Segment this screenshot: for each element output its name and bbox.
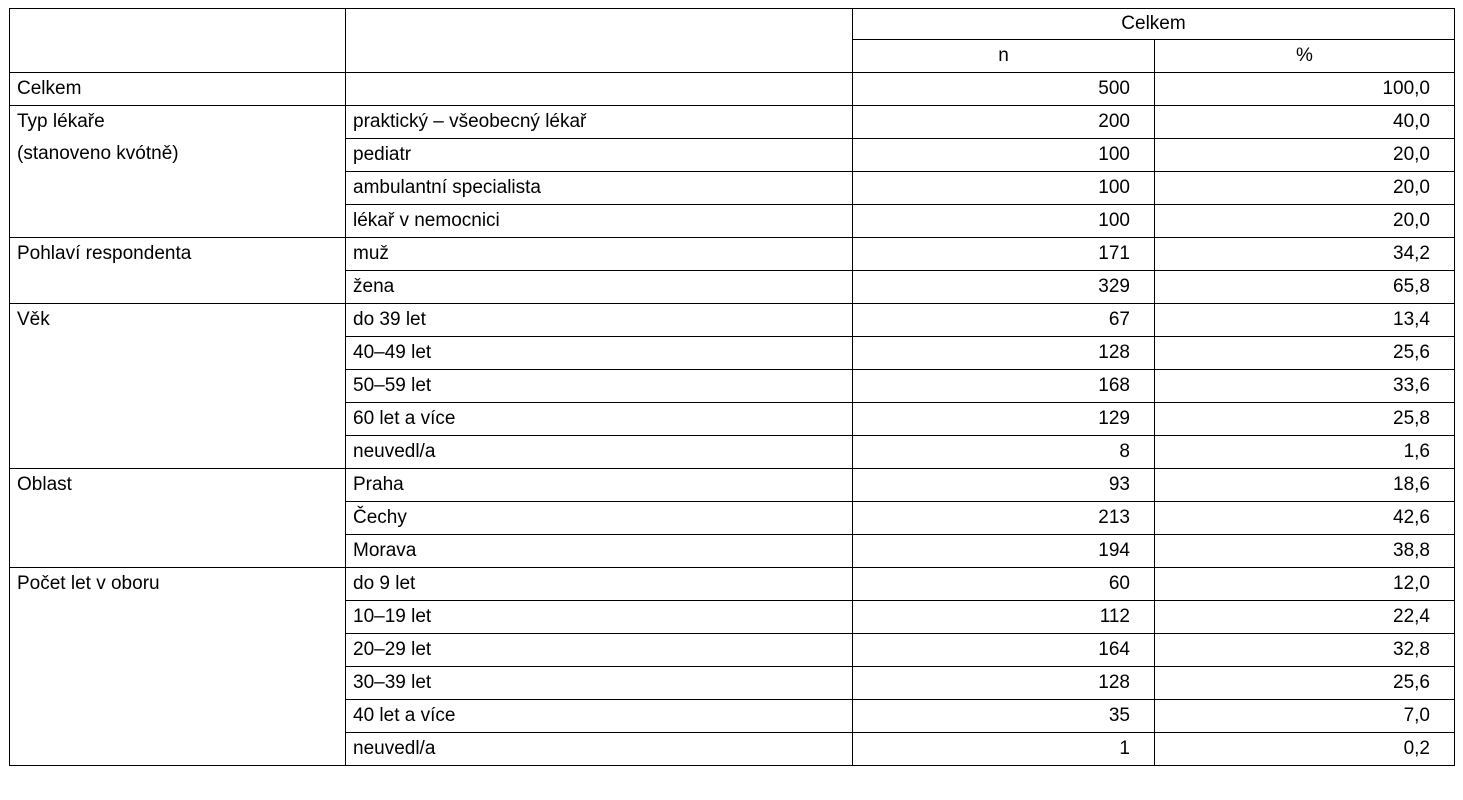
- row-n: 112: [853, 601, 1155, 634]
- total-row-label: Celkem: [10, 73, 346, 106]
- group-label: [10, 106, 346, 238]
- row-n: 194: [853, 535, 1155, 568]
- row-n: 329: [853, 271, 1155, 304]
- row-n: 100: [853, 139, 1155, 172]
- row-percent: 22,4: [1155, 601, 1455, 634]
- total-row-percent: 100,0: [1155, 73, 1455, 106]
- group-label-line: Typ lékaře: [17, 111, 105, 132]
- group-label-line: Věk: [17, 309, 50, 330]
- row-n: 93: [853, 469, 1155, 502]
- row-n: 200: [853, 106, 1155, 139]
- row-n: 128: [853, 337, 1155, 370]
- group-label-line: (stanoveno kvótně): [17, 143, 179, 164]
- table-row: [10, 304, 1455, 337]
- row-label: do 39 let: [346, 304, 853, 337]
- total-row: [10, 73, 1455, 106]
- row-n: 1: [853, 733, 1155, 766]
- row-percent: 38,8: [1155, 535, 1455, 568]
- table-row: [10, 238, 1455, 271]
- row-label: pediatr: [346, 139, 853, 172]
- row-percent: 25,8: [1155, 403, 1455, 436]
- row-n: 8: [853, 436, 1155, 469]
- row-label: Čechy: [346, 502, 853, 535]
- header-total-label: Celkem: [853, 9, 1455, 40]
- total-row-n: 500: [853, 73, 1155, 106]
- row-percent: 34,2: [1155, 238, 1455, 271]
- row-percent: 20,0: [1155, 205, 1455, 238]
- row-percent: 12,0: [1155, 568, 1455, 601]
- row-n: 129: [853, 403, 1155, 436]
- row-percent: 32,8: [1155, 634, 1455, 667]
- table-row: [10, 568, 1455, 601]
- row-percent: 42,6: [1155, 502, 1455, 535]
- row-label: muž: [346, 238, 853, 271]
- row-n: 168: [853, 370, 1155, 403]
- row-label: 50–59 let: [346, 370, 853, 403]
- row-label: lékař v nemocnici: [346, 205, 853, 238]
- row-label: 30–39 let: [346, 667, 853, 700]
- group-label: [10, 304, 346, 469]
- row-n: 60: [853, 568, 1155, 601]
- row-n: 164: [853, 634, 1155, 667]
- row-label: 40 let a více: [346, 700, 853, 733]
- row-n: 100: [853, 172, 1155, 205]
- header-n: n: [853, 40, 1155, 73]
- row-n: 35: [853, 700, 1155, 733]
- row-label: neuvedl/a: [346, 733, 853, 766]
- row-label: Morava: [346, 535, 853, 568]
- group-label-line: Počet let v oboru: [17, 573, 160, 594]
- table-row: [10, 469, 1455, 502]
- row-percent: 0,2: [1155, 733, 1455, 766]
- row-percent: 25,6: [1155, 667, 1455, 700]
- row-label: 60 let a více: [346, 403, 853, 436]
- row-label: ambulantní specialista: [346, 172, 853, 205]
- row-label: 40–49 let: [346, 337, 853, 370]
- row-label: neuvedl/a: [346, 436, 853, 469]
- row-label: 10–19 let: [346, 601, 853, 634]
- row-percent: 20,0: [1155, 172, 1455, 205]
- row-n: 128: [853, 667, 1155, 700]
- row-percent: 25,6: [1155, 337, 1455, 370]
- group-label: [10, 238, 346, 304]
- row-n: 100: [853, 205, 1155, 238]
- row-label: žena: [346, 271, 853, 304]
- group-label-line: Oblast: [17, 474, 72, 495]
- header-percent: %: [1155, 40, 1455, 73]
- row-percent: 65,8: [1155, 271, 1455, 304]
- group-label: [10, 568, 346, 766]
- table-row: [10, 106, 1455, 139]
- row-n: 213: [853, 502, 1155, 535]
- row-label: 20–29 let: [346, 634, 853, 667]
- statistics-table: [9, 8, 1455, 766]
- row-label: praktický – všeobecný lékař: [346, 106, 853, 139]
- row-percent: 7,0: [1155, 700, 1455, 733]
- row-label: do 9 let: [346, 568, 853, 601]
- group-label: [10, 469, 346, 568]
- row-percent: 40,0: [1155, 106, 1455, 139]
- header-row-top: [10, 9, 1455, 40]
- row-percent: 33,6: [1155, 370, 1455, 403]
- header-empty-cell-1: [10, 9, 346, 73]
- row-n: 171: [853, 238, 1155, 271]
- row-percent: 20,0: [1155, 139, 1455, 172]
- total-row-sublabel: [346, 73, 853, 106]
- group-label-line: Pohlaví respondenta: [17, 243, 192, 264]
- row-percent: 18,6: [1155, 469, 1455, 502]
- header-empty-cell-2: [346, 9, 853, 73]
- row-percent: 1,6: [1155, 436, 1455, 469]
- row-label: Praha: [346, 469, 853, 502]
- row-percent: 13,4: [1155, 304, 1455, 337]
- row-n: 67: [853, 304, 1155, 337]
